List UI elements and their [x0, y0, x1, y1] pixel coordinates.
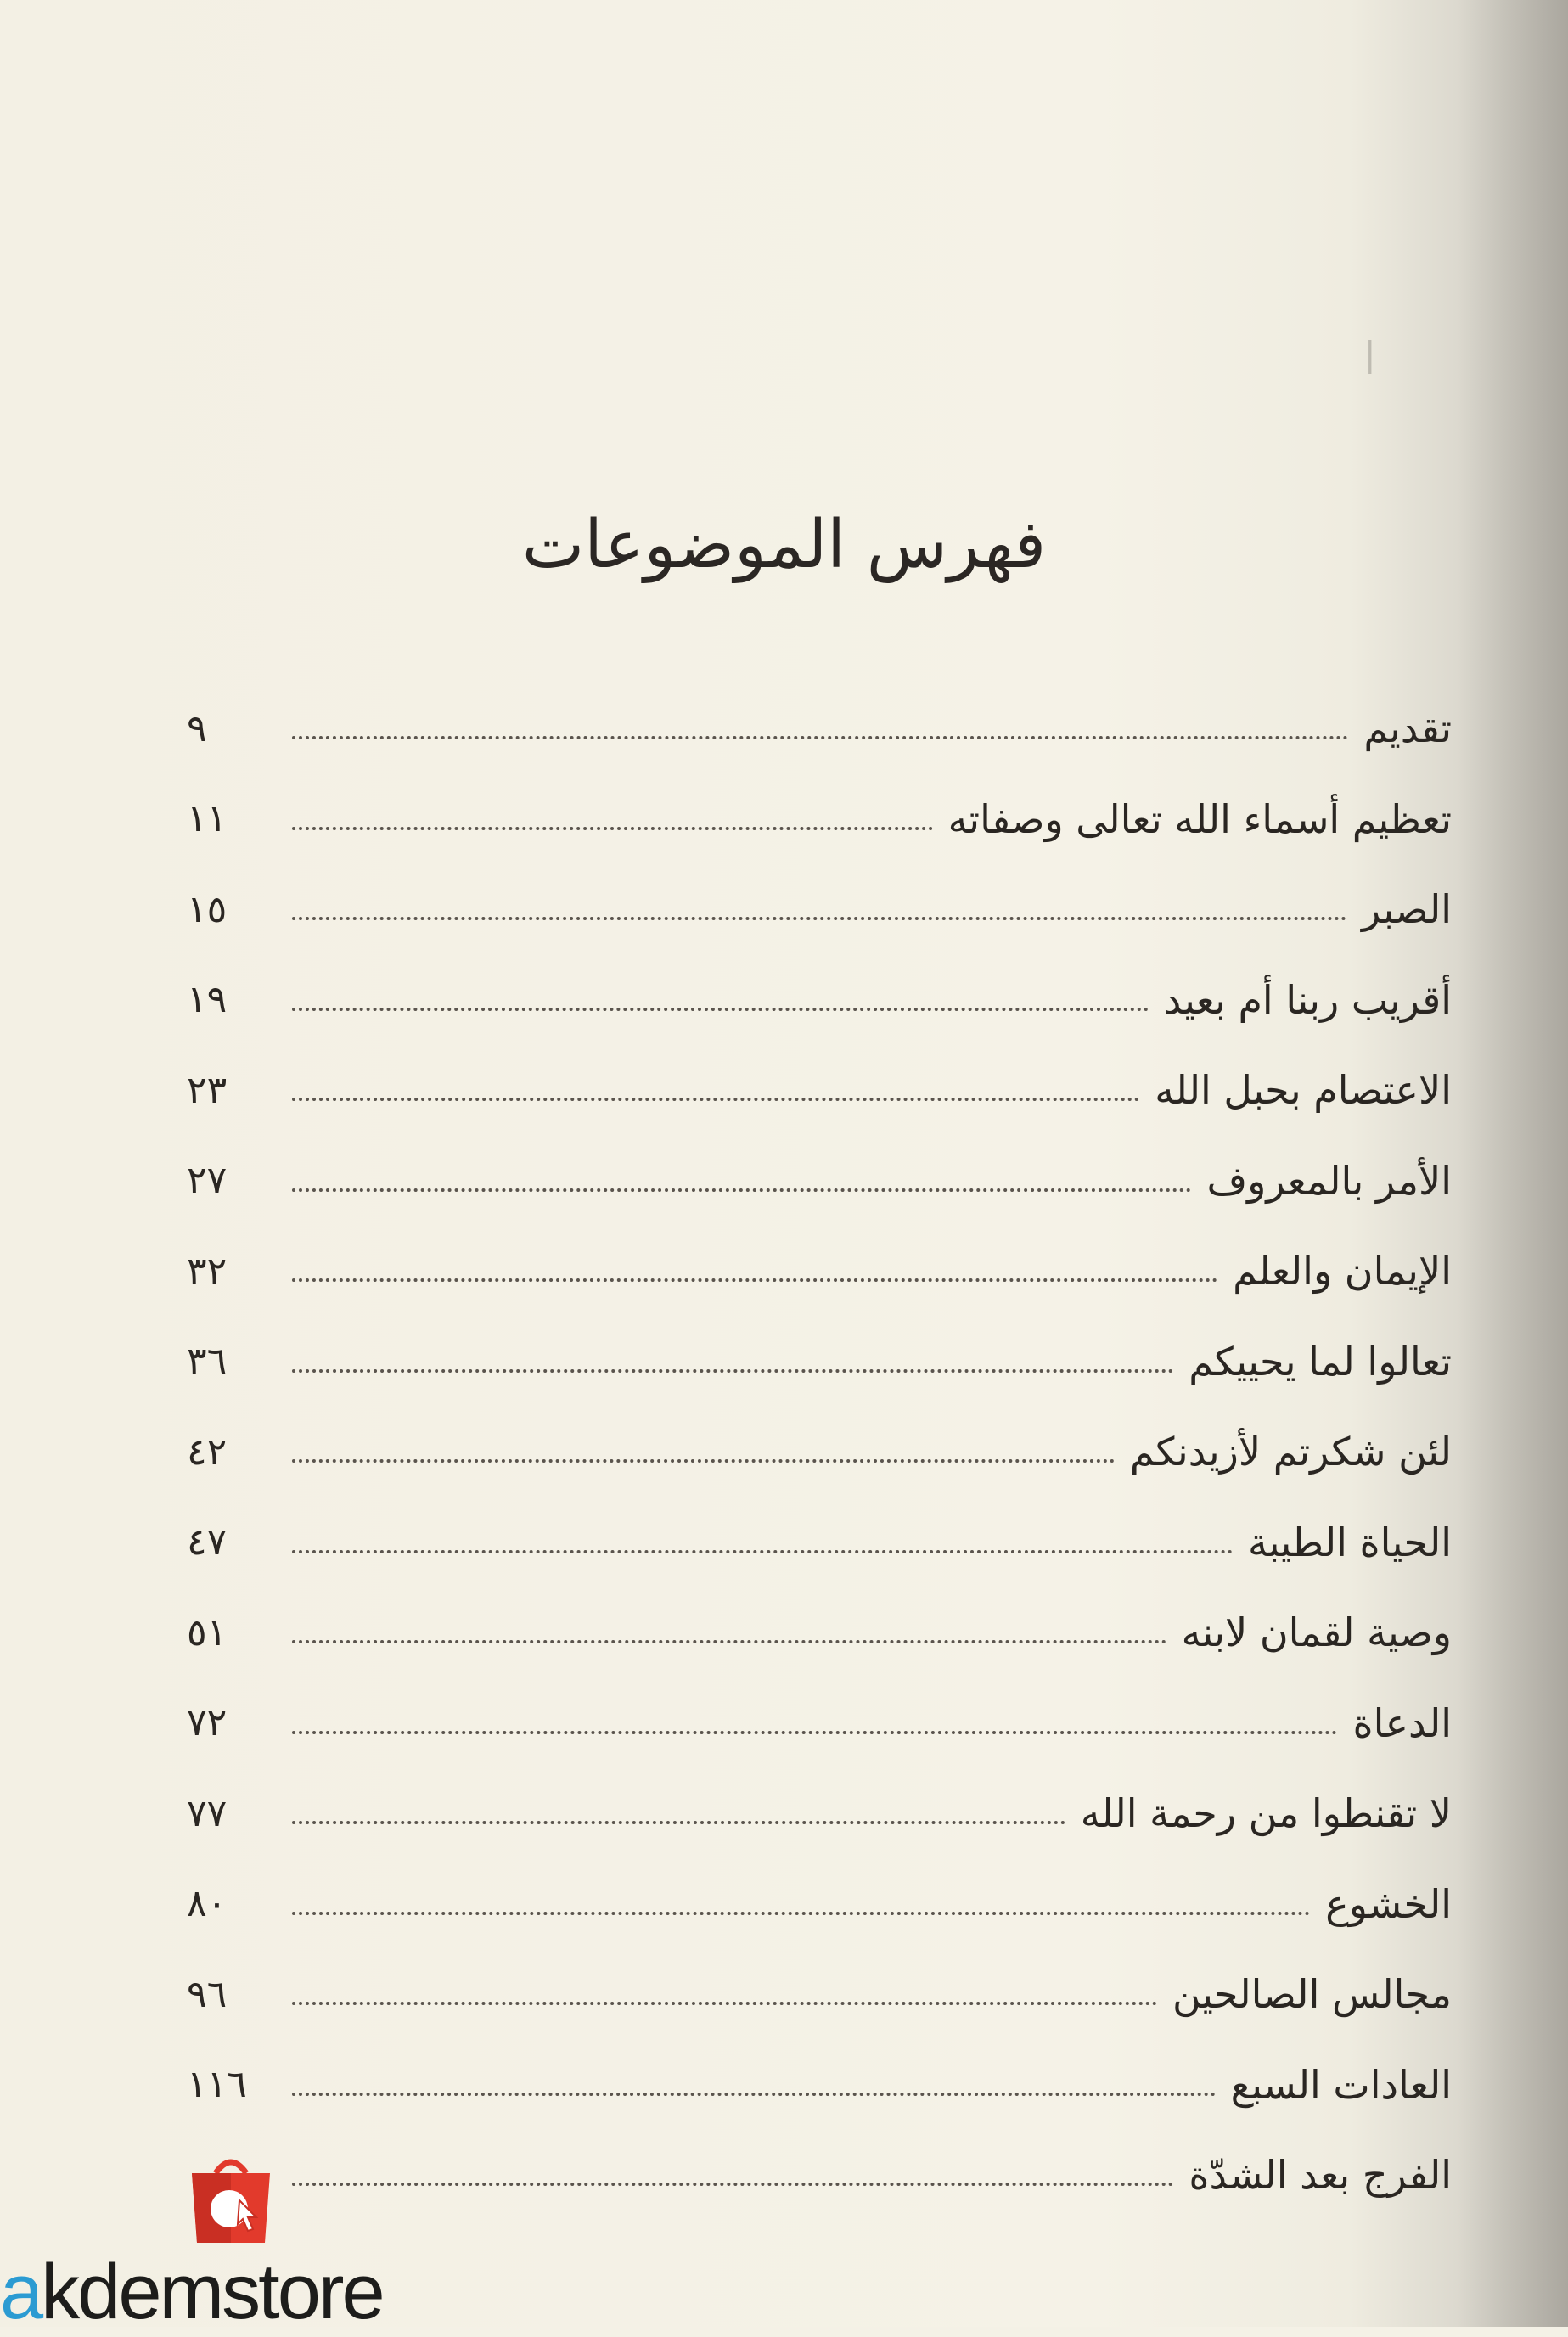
toc-topic: الحياة الطيبة: [1247, 1519, 1452, 1565]
toc-topic: تعظيم أسماء الله تعالى وصفاته: [947, 795, 1452, 842]
toc-page-number: ٣٢: [187, 1249, 228, 1293]
toc-topic: الفرج بعد الشدّة: [1189, 2152, 1452, 2199]
shopping-bag-icon: [180, 2148, 282, 2250]
toc-topic: الإيمان والعلم: [1233, 1248, 1452, 1295]
toc-topic: الخشوع: [1325, 1880, 1452, 1927]
toc-row: [187, 1678, 1452, 1769]
toc-dot-leader: [292, 2093, 1216, 2096]
toc-dot-leader: [292, 1008, 1149, 1011]
toc-row: [187, 774, 1452, 865]
toc-topic: وصية لقمان لابنه: [1181, 1609, 1452, 1656]
toc-page-number: ٣٦: [187, 1340, 228, 1384]
toc-page-number: ١٩: [187, 978, 228, 1022]
toc-topic: الأمر بالمعروف: [1206, 1157, 1452, 1204]
toc-row: [187, 2040, 1452, 2131]
toc-page-number: ١١٦: [187, 2063, 247, 2107]
toc-dot-leader: [292, 1278, 1217, 1282]
toc-page-number: ١٥: [187, 887, 228, 931]
toc-row: [187, 1497, 1452, 1588]
toc-row: [187, 1587, 1452, 1678]
toc-dot-leader: [292, 1188, 1191, 1192]
toc-page-number: ٩٦: [187, 1972, 228, 2016]
toc-topic: لئن شكرتم لأزيدنكم: [1129, 1429, 1452, 1475]
toc-page-number: ١١: [187, 797, 228, 841]
toc-page-number: ٧٢: [187, 1701, 228, 1745]
store-name-rest: kdemstore: [41, 2249, 383, 2335]
toc-topic: تعالوا لما يحييكم: [1189, 1338, 1452, 1385]
store-name-initial: a: [0, 2249, 42, 2335]
toc-row: [187, 1317, 1452, 1407]
toc-topic: العادات السبع: [1230, 2061, 1452, 2108]
table-of-contents: [187, 683, 1452, 2221]
toc-dot-leader: [292, 1459, 1115, 1463]
toc-dot-leader: [292, 1098, 1139, 1101]
toc-row: [187, 1949, 1452, 2040]
toc-dot-leader: [292, 736, 1348, 739]
toc-dot-leader: [292, 1640, 1166, 1643]
toc-topic: الصبر: [1362, 886, 1452, 933]
toc-dot-leader: [292, 917, 1346, 920]
toc-page-number: ٩: [187, 706, 207, 750]
toc-topic: تقديم: [1363, 705, 1452, 752]
toc-topic: أقريب ربنا أم بعيد: [1163, 976, 1452, 1023]
toc-page-number: ٤٢: [187, 1430, 228, 1474]
toc-row: [187, 1407, 1452, 1497]
toc-dot-leader: [292, 827, 933, 830]
page-title: فهرس الموضوعات: [521, 507, 1047, 584]
toc-dot-leader: [292, 2002, 1157, 2005]
toc-topic: لا تقنطوا من رحمة الله: [1080, 1790, 1452, 1837]
toc-page-number: ٢٧: [187, 1159, 228, 1203]
toc-page-number: ٨٠: [187, 1882, 228, 1926]
bleed-through-mark: |: [1364, 335, 1376, 374]
store-name: [0, 2248, 383, 2337]
toc-page-number: ٥١: [187, 1610, 228, 1654]
toc-dot-leader: [292, 1369, 1173, 1373]
toc-row: [187, 864, 1452, 955]
toc-row: [187, 1045, 1452, 1136]
toc-topic: مجالس الصالحين: [1172, 1971, 1452, 2018]
toc-dot-leader: [292, 1731, 1337, 1734]
toc-page-number: ٤٧: [187, 1520, 228, 1565]
toc-topic: الدعاة: [1352, 1699, 1452, 1746]
toc-row: [187, 1136, 1452, 1227]
toc-dot-leader: [292, 1550, 1233, 1553]
toc-topic: الاعتصام بحبل الله: [1155, 1067, 1452, 1114]
toc-dot-leader: [292, 1821, 1065, 1824]
store-watermark-logo: [0, 2148, 458, 2335]
page-gutter-shadow: [1458, 0, 1568, 2327]
toc-row: [187, 1226, 1452, 1317]
toc-row: [187, 683, 1452, 774]
toc-row: [187, 1859, 1452, 1950]
toc-row: [187, 955, 1452, 1046]
toc-dot-leader: [292, 1912, 1310, 1915]
toc-row: [187, 1768, 1452, 1859]
toc-page-number: ٧٧: [187, 1791, 228, 1835]
toc-page-number: ٢٣: [187, 1068, 228, 1112]
